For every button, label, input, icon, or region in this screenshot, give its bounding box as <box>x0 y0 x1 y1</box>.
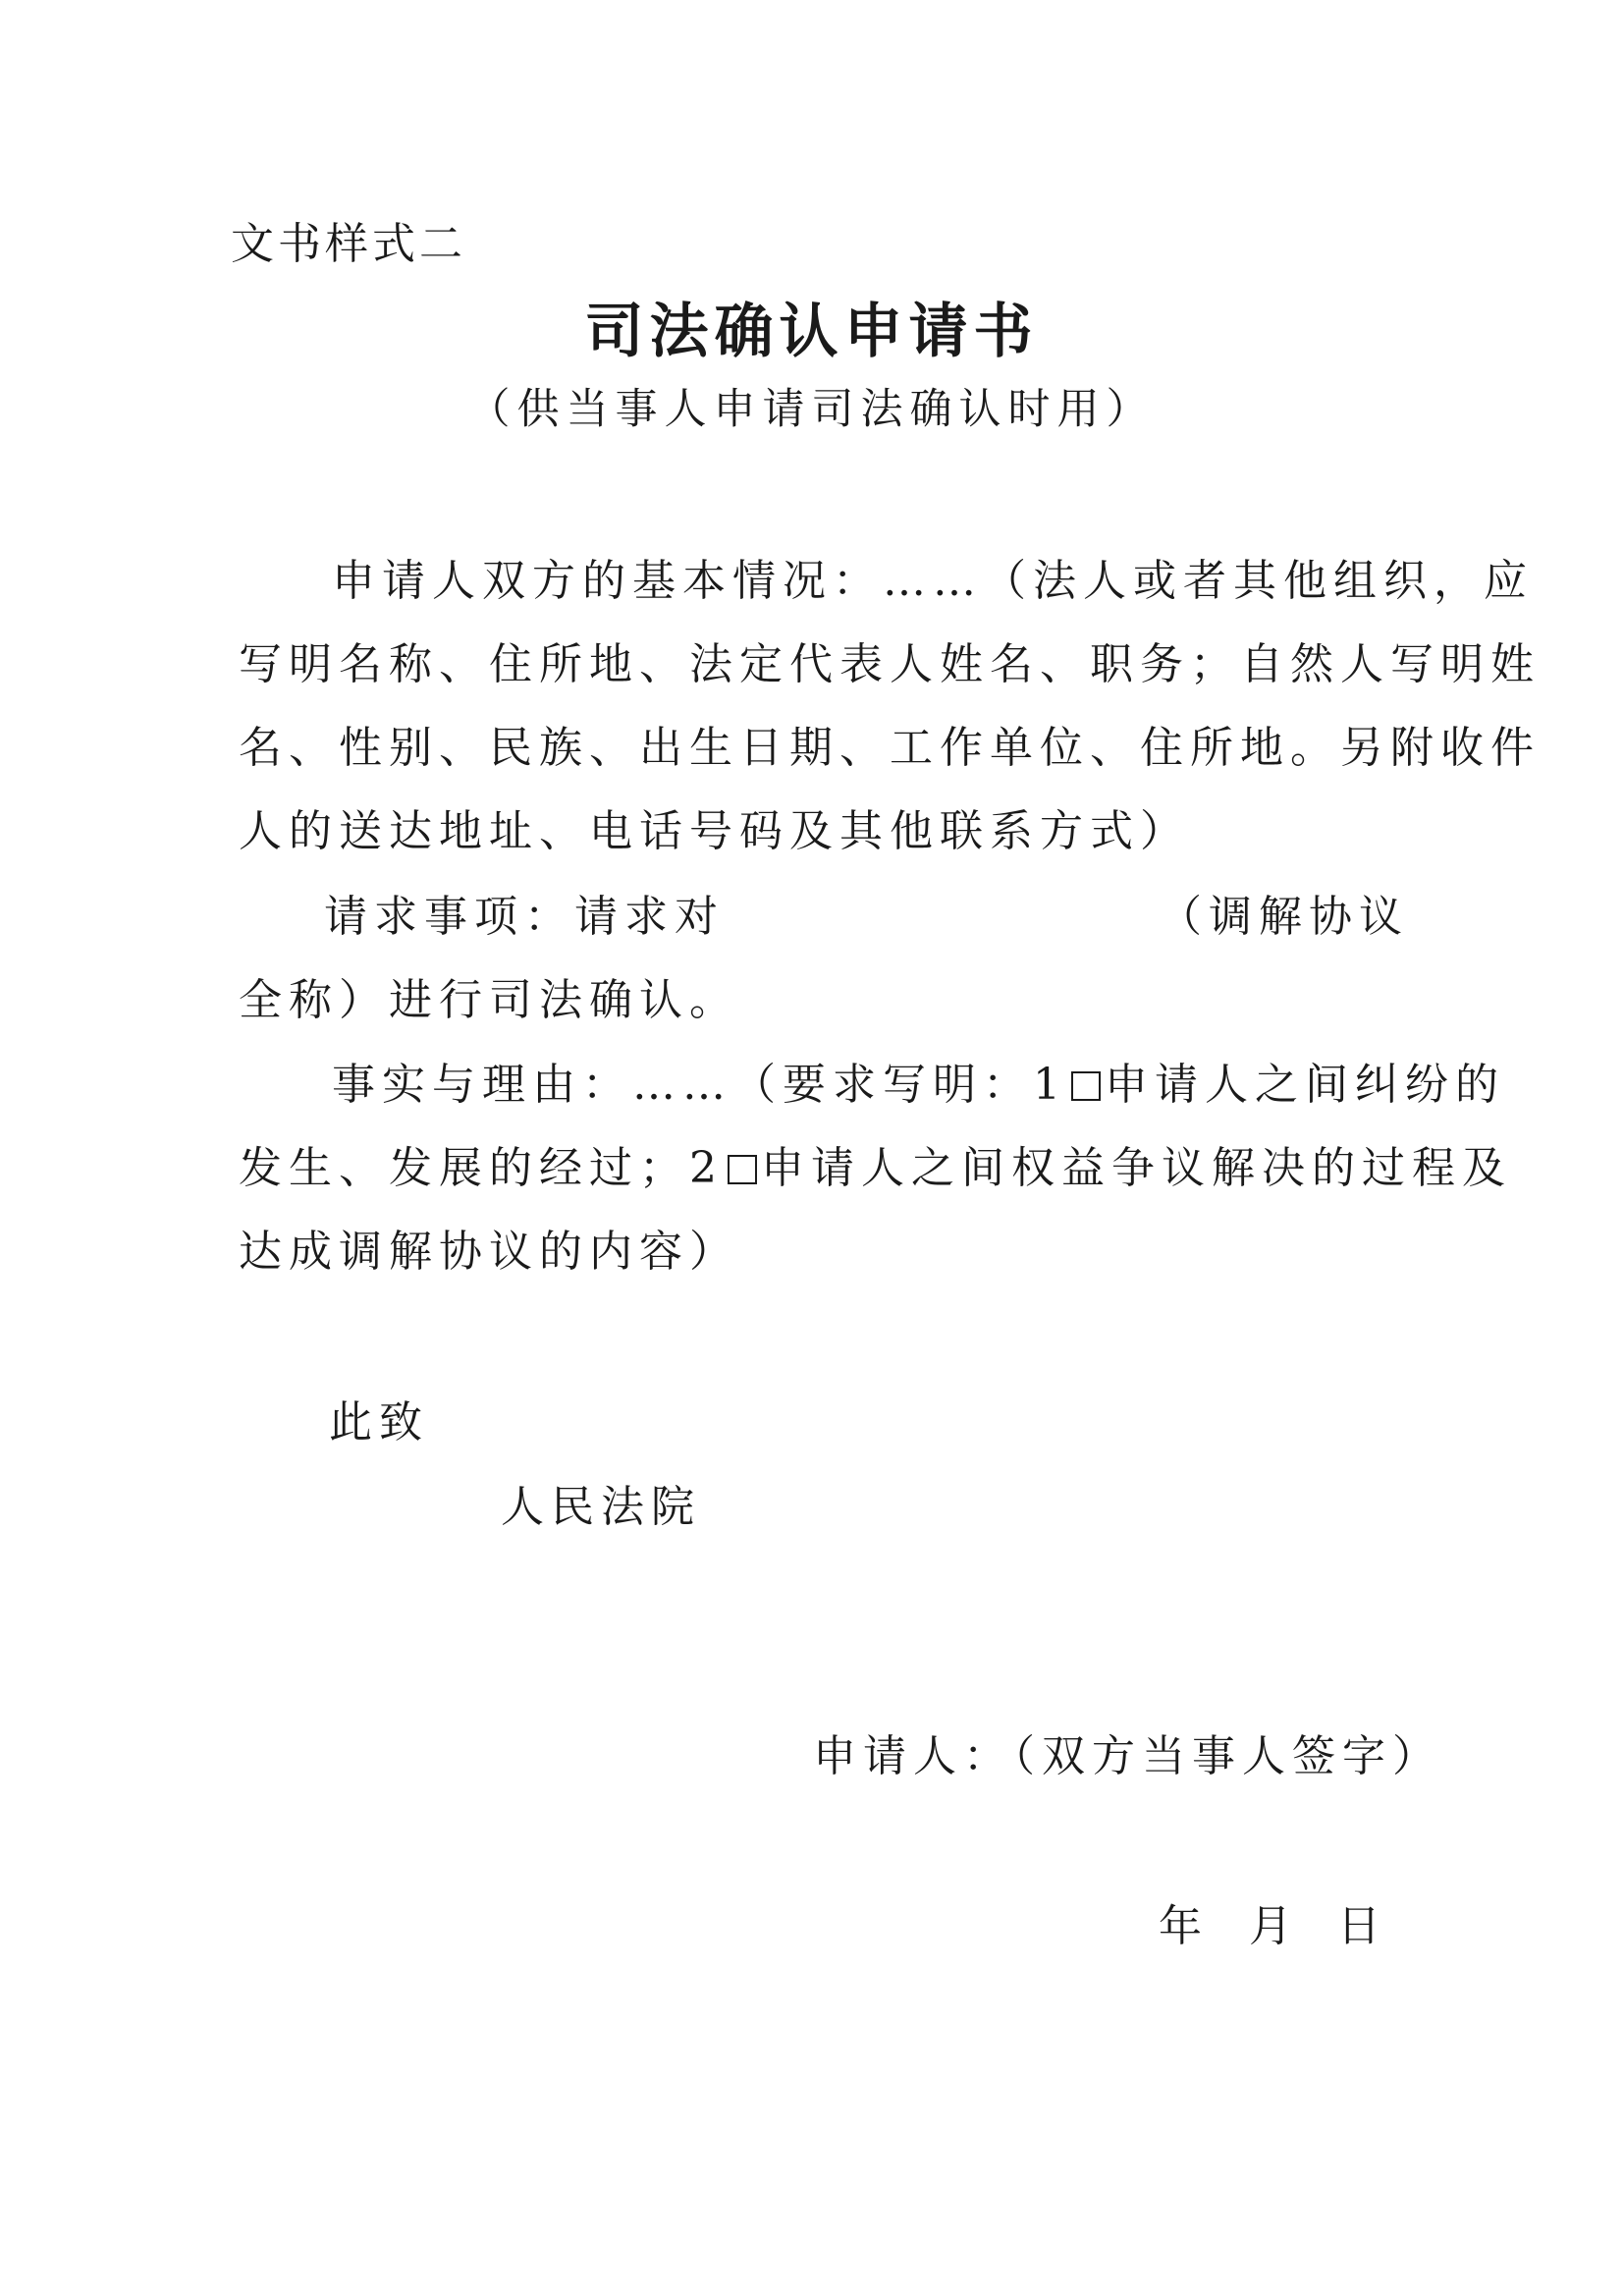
checkbox-icon <box>728 1155 757 1184</box>
basic-info-line-1: 申请人双方的基本情况：……（法人或者其他组织，应 <box>332 556 1534 606</box>
facts-line-3: 达成调解协议的内容） <box>239 1227 739 1277</box>
facts-line-1-part-b: 申请人之间纠纷的 <box>1105 1060 1505 1110</box>
form-label: 文书样式二 <box>231 219 466 269</box>
basic-info-line-3: 名、性别、民族、出生日期、工作单位、住所地。另附收件 <box>239 723 1541 773</box>
basic-info-line-4: 人的送达地址、电话号码及其他联系方式） <box>239 806 1190 856</box>
document-subtitle: （供当事人申请司法确认时用） <box>467 385 1156 434</box>
facts-line-2-part-a: 发生、发展的经过；2 <box>239 1143 724 1193</box>
facts-line-1 <box>332 1049 1505 1112</box>
facts-line-2 <box>239 1132 1512 1195</box>
salutation: 此致 <box>329 1397 429 1448</box>
checkbox-icon <box>1071 1071 1101 1101</box>
request-line-2: 全称）进行司法确认。 <box>239 975 739 1025</box>
facts-line-2-part-b: 申请人之间权益争议解决的过程及 <box>761 1143 1512 1193</box>
date-year: 年 <box>1159 1901 1209 1951</box>
applicant-signature: 申请人：（双方当事人签字） <box>813 1731 1442 1781</box>
date-month: 月 <box>1249 1901 1299 1951</box>
document-title: 司法确认申请书 <box>584 298 1039 366</box>
request-label: 请求事项：请求对 <box>324 892 725 942</box>
date-day: 日 <box>1337 1901 1387 1951</box>
court-name: 人民法院 <box>501 1482 701 1532</box>
request-suffix: （调解协议 <box>1159 892 1409 942</box>
basic-info-line-2: 写明名称、住所地、法定代表人姓名、职务；自然人写明姓 <box>239 639 1541 689</box>
facts-line-1-part-a: 事实与理由：……（要求写明：1 <box>332 1060 1067 1110</box>
